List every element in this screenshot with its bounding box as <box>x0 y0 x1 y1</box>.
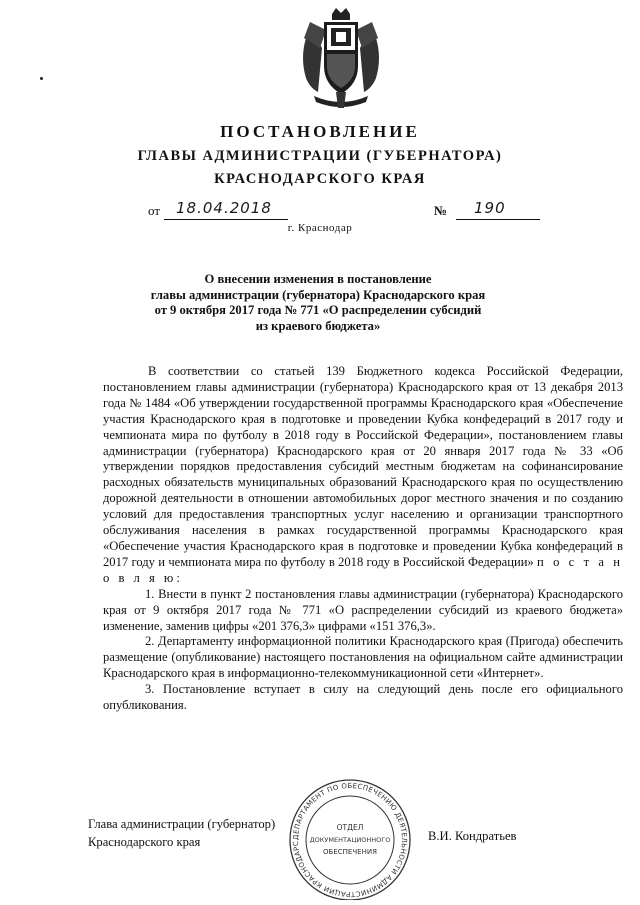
item-3: 3. Постановление вступает в силу на следующий день после его официального опубликования. <box>103 682 623 713</box>
city: г. Краснодар <box>287 222 353 234</box>
issuer-line-1: ГЛАВЫ АДМИНИСТРАЦИИ (ГУБЕРНАТОРА) <box>137 148 503 164</box>
document-subject <box>0 272 638 334</box>
stamp-seal <box>278 770 422 900</box>
number-value: 190 <box>474 199 506 217</box>
stamp-center-line-1: ОТДЕЛ <box>336 823 364 832</box>
preamble-paragraph <box>103 364 623 587</box>
date-label: от <box>148 203 161 218</box>
subject-line: из краевого бюджета» <box>255 318 381 333</box>
number-underline <box>456 219 540 220</box>
position-line-1: Глава администрации (губернатор) <box>88 817 276 831</box>
subject-line: от 9 октября 2017 года № 771 «О распределении субсидий <box>154 303 482 317</box>
signatory-name: В.И. Кондратьев <box>428 829 517 843</box>
subject-line: О внесении изменения в постановление <box>204 272 432 286</box>
subject-line: главы администрации (губернатора) Краснодарского края <box>150 287 486 302</box>
document-title: ПОСТАНОВЛЕНИЕ <box>220 122 420 141</box>
document-body <box>103 364 623 714</box>
item-2: 2. Департаменту информационной политики Краснодарского края (Пригода) обеспечить размещение (опубликование) настоящего постановления на официальном сайте администрации Краснодарского края в информационно-телекоммуникационной сети «Интернет». <box>103 634 623 681</box>
number-label: № <box>434 203 448 218</box>
margin-dot <box>40 77 43 80</box>
stamp-ring-path-text: ДЕПАРТАМЕНТ ПО ОБЕСПЕЧЕНИЮ ДЕЯТЕЛЬНОСТИ АДМИНИСТРАЦИИ КРАСНОДАРС <box>291 781 409 899</box>
date-value: 18.04.2018 <box>176 199 272 217</box>
stamp-center-line-2: ДОКУМЕНТАЦИОННОГО <box>309 836 391 844</box>
date-underline <box>164 219 288 220</box>
stamp-center-line-3: ОБЕСПЕЧЕНИЯ <box>323 848 377 856</box>
item-1: 1. Внести в пункт 2 постановления главы администрации (губернатора) Краснодарского края от 9 октября 2017 года № 771 «О распределении субсидий из краевого бюджета» изменение, заменив цифры «201 376,3» цифрами «151 376,3». <box>103 586 623 633</box>
svg-text:ДЕПАРТАМЕНТ ПО ОБЕСПЕЧЕНИЮ ДЕЯ <box>278 770 408 898</box>
position-line-2: Краснодарского края <box>88 835 201 849</box>
krasnodar-coat-of-arms-icon <box>296 8 386 113</box>
preamble-text: В соответствии со статьей 139 Бюджетного кодекса Российской Федерации, постановлением главы администрации (губернатора) Краснодарского края от 13 декабря 2013 года № 1484 «Об утверждении государственной программы Краснодарского края «Обеспечение участия Краснодарского края в подготовке и проведении Кубка конфедераций в 2017 году и чемпионата мира по футболу в 2018 году в Российской Федерации», постановлением главы администрации (губернатора) Краснодарского края от 20 января 2017 года № 33 «Об утверждении порядков предоставления субсидий местным бюджетам на софинансирование расходных обязательств муниципальных образований Краснодарского края по осуществлению дорожной деятельности в отношении автомобильных дорог местного значения и по созданию условий для предоставления транспортных услуг населению и организации транспортного обслуживания населения в рамках государственной программы Краснодарского края «Обеспечение участия Краснодарского края в подготовке и проведении Кубка конфедераций в 2017 году и чемпионата мира по футболу в 2018 году в Российской Федерации» <box>103 364 623 569</box>
signatory-position <box>88 815 275 851</box>
decree-word: п о с т а н о в л я ю: <box>103 554 623 585</box>
issuer-line-2: КРАСНОДАРСКОГО КРАЯ <box>214 171 426 187</box>
